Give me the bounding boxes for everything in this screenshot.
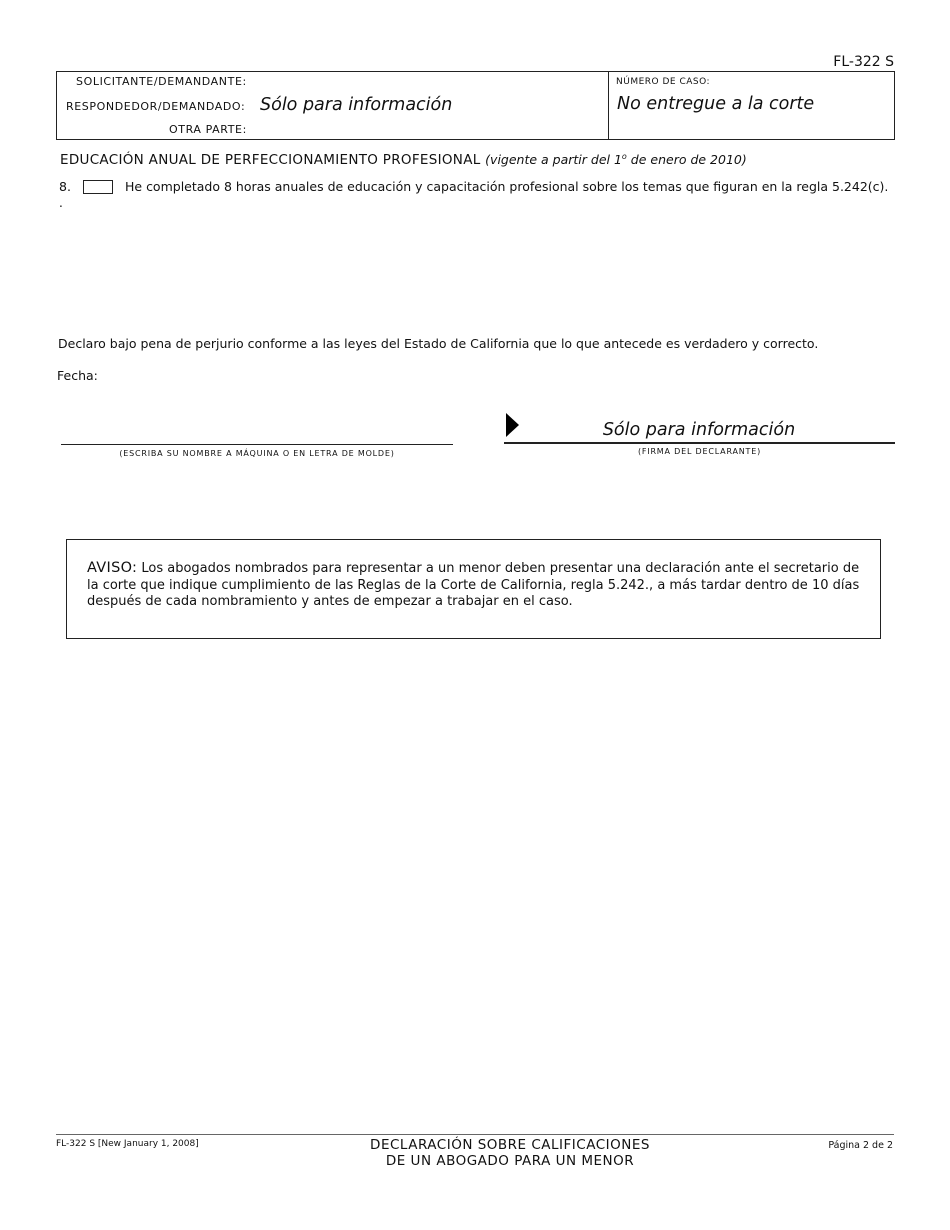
case-number-label: NÚMERO DE CASO: (616, 77, 711, 87)
name-line[interactable] (61, 444, 453, 445)
form-title (300, 1137, 720, 1169)
caption-divider (608, 71, 609, 140)
other-party-label: OTRA PARTE: (169, 123, 247, 136)
footer-divider (56, 1134, 894, 1135)
effective-date-prefix: (vigente a partir del 1 (485, 152, 622, 168)
page-number: Página 2 de 2 (828, 1140, 893, 1151)
name-caption: (ESCRIBA SU NOMBRE A MÁQUINA O EN LETRA DE MOLDE) (119, 449, 395, 458)
item-8-number: 8. (59, 179, 71, 194)
date-label: Fecha: (57, 368, 98, 383)
petitioner-label: SOLICITANTE/DEMANDANTE: (76, 75, 247, 88)
notice-title: AVISO: (87, 560, 138, 576)
respondent-value: Sólo para información (260, 95, 453, 115)
form-title-line-1: DECLARACIÓN SOBRE CALIFICACIONES (370, 1137, 650, 1153)
form-id: FL-322 S (833, 54, 894, 70)
section-heading-text: EDUCACIÓN ANUAL DE PERFECCIONAMIENTO PROFESIONAL (60, 152, 481, 169)
effective-date (485, 152, 747, 167)
respondent-label: RESPONDEDOR/DEMANDADO: (66, 100, 246, 113)
declaration-statement: Declaro bajo pena de perjurio conforme a las leyes del Estado de California que lo que antecede es verdadero y correcto. (58, 336, 819, 351)
effective-date-sup: o (621, 152, 627, 161)
effective-date-suffix: de enero de 2010) (626, 152, 747, 168)
notice-body: Los abogados nombrados para representar a un menor deben presentar una declaración ante el secretario de la corte que indique cumplimiento de las Reglas de la Corte de California, regla 5.242., a más tardar dentro de 10 días después de cada nombramiento y antes de empezar a trabajar en el caso. (87, 561, 860, 609)
item-8-text: He completado 8 horas anuales de educación y capacitación profesional sobre los temas que figuran en la regla 5.242(c). (125, 179, 889, 194)
signature-caption: (FIRMA DEL DECLARANTE) (637, 447, 762, 456)
item-8-checkbox[interactable] (83, 180, 113, 194)
signature-value: Sólo para información (602, 420, 796, 440)
notice-box (66, 539, 881, 639)
form-title-line-2: DE UN ABOGADO PARA UN MENOR (385, 1153, 635, 1169)
form-revision: FL-322 S [New January 1, 2008] (56, 1139, 199, 1149)
item-8-dot: . (59, 196, 63, 210)
section-heading (60, 152, 747, 168)
signature-line[interactable] (504, 442, 895, 444)
notice-text (87, 560, 867, 611)
case-number-value: No entregue a la corte (617, 94, 815, 114)
